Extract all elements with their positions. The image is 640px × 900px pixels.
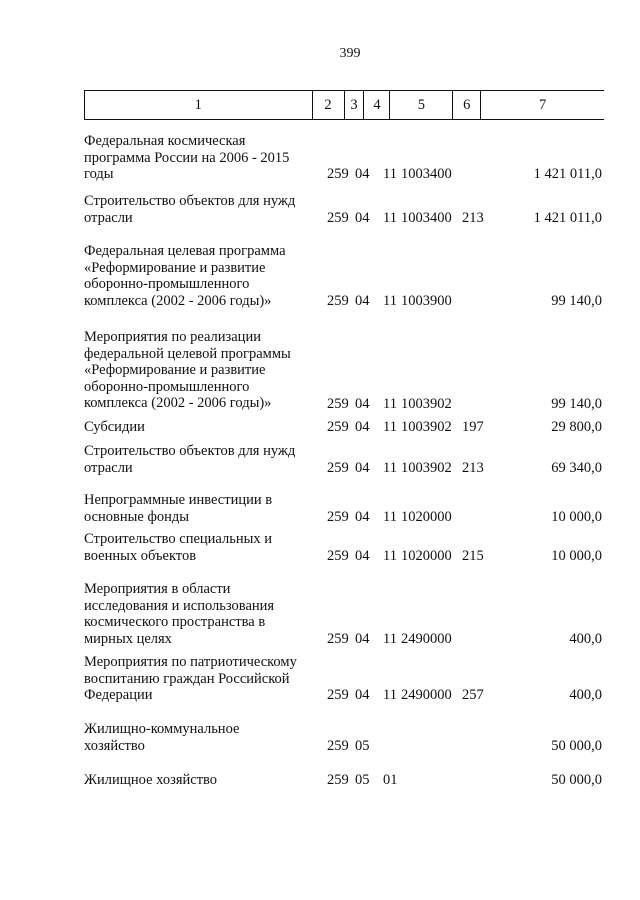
code-subsection: 11 [383,293,397,309]
code-section: 05 [355,738,370,754]
code-expense-type: 257 [462,687,484,703]
row-amount: 29 800,0 [551,419,602,435]
code-expense-type: 197 [462,419,484,435]
row-amount: 400,0 [569,687,602,703]
code-section: 04 [355,396,370,412]
code-ministry: 259 [327,396,349,412]
code-expense-type: 213 [462,210,484,226]
code-ministry: 259 [327,460,349,476]
code-section: 04 [355,419,370,435]
row-name: Жилищно-коммунальное хозяйство [84,721,240,754]
row-amount: 1 421 011,0 [533,210,602,226]
code-subsection: 11 [383,687,397,703]
code-subsection: 11 [383,419,397,435]
row-name: Федеральная космическая программа России на 2006 - 2015 годы [84,133,290,182]
code-subsection: 01 [383,772,398,788]
code-ministry: 259 [327,772,349,788]
code-target: 2490000 [401,687,452,703]
code-target: 1003900 [401,293,452,309]
code-ministry: 259 [327,509,349,525]
code-section: 04 [355,631,370,647]
code-ministry: 259 [327,419,349,435]
code-subsection: 11 [383,460,397,476]
code-subsection: 11 [383,166,397,182]
code-section: 04 [355,210,370,226]
row-name: Жилищное хозяйство [84,772,218,788]
code-expense-type: 213 [462,460,484,476]
code-ministry: 259 [327,687,349,703]
row-amount: 400,0 [569,631,602,647]
code-ministry: 259 [327,738,349,754]
row-name: Непрограммные инвестиции в основные фонды [84,492,273,525]
page-number: 399 [339,46,361,61]
header-cell-5: 5 [390,91,453,119]
code-target: 1003902 [401,460,452,476]
code-subsection: 11 [383,210,397,226]
code-section: 04 [355,687,370,703]
code-subsection: 11 [383,631,397,647]
header-cell-3: 3 [345,91,365,119]
code-section: 04 [355,166,370,182]
row-amount: 99 140,0 [551,293,602,309]
row-amount: 10 000,0 [551,548,602,564]
code-subsection: 11 [383,509,397,525]
code-ministry: 259 [327,548,349,564]
code-subsection: 11 [383,548,397,564]
row-amount: 69 340,0 [551,460,602,476]
code-ministry: 259 [327,166,349,182]
row-name: Федеральная целевая программа «Реформирование и развитие оборонно-промышленного комплекса (2002 - 2006 годы)» [84,243,286,309]
row-name: Строительство объектов для нужд отрасли [84,443,296,476]
code-target: 1003902 [401,419,452,435]
code-target: 2490000 [401,631,452,647]
row-amount: 50 000,0 [551,738,602,754]
row-amount: 50 000,0 [551,772,602,788]
code-section: 05 [355,772,370,788]
code-section: 04 [355,548,370,564]
code-expense-type: 215 [462,548,484,564]
code-ministry: 259 [327,293,349,309]
code-ministry: 259 [327,210,349,226]
code-subsection: 11 [383,396,397,412]
row-name: Мероприятия по патриотическому воспитанию граждан Российской Федерации [84,654,297,703]
code-section: 04 [355,293,370,309]
code-section: 04 [355,509,370,525]
header-cell-1: 1 [85,91,313,119]
code-target: 1003400 [401,210,452,226]
code-target: 1003400 [401,166,452,182]
code-target: 1003902 [401,396,452,412]
code-ministry: 259 [327,631,349,647]
header-cell-7: 7 [539,97,547,113]
row-name: Мероприятия по реализации федеральной целевой программы «Реформирование и развитие оборонно-промышленного комплекса (2002 - 2006 годы)» [84,329,291,411]
header-cell-6: 6 [453,91,481,119]
code-target: 1020000 [401,509,452,525]
row-amount: 1 421 011,0 [533,166,602,182]
row-name: Строительство объектов для нужд отрасли [84,193,296,226]
code-section: 04 [355,460,370,476]
table-header [84,90,604,120]
header-cell-4: 4 [364,91,390,119]
row-amount: 10 000,0 [551,509,602,525]
row-name: Строительство специальных и военных объектов [84,531,272,564]
header-cell-2: 2 [313,91,345,119]
row-name: Субсидии [84,419,145,435]
code-target: 1020000 [401,548,452,564]
row-name: Мероприятия в области исследования и использования космического пространства в мирных целях [84,581,275,647]
row-amount: 99 140,0 [551,396,602,412]
